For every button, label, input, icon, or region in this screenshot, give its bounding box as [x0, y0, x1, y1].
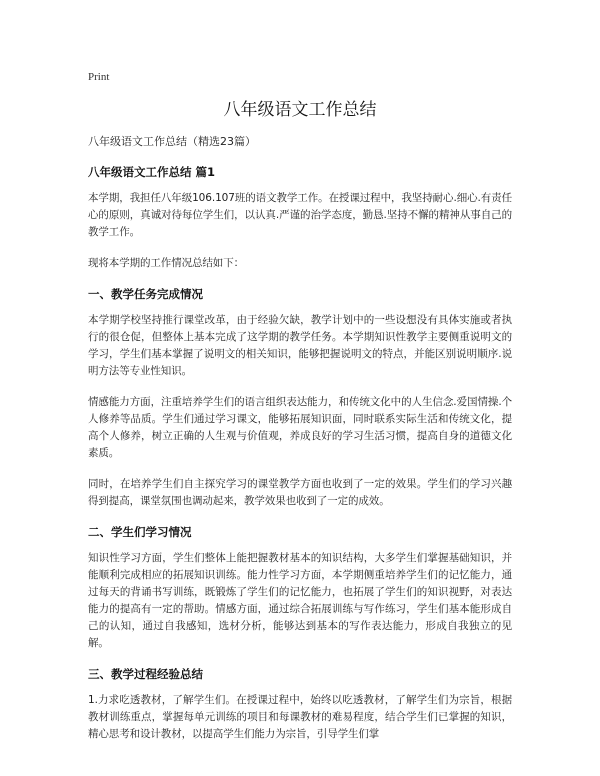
document-subtitle: 八年级语文工作总结（精选23篇）	[88, 135, 256, 148]
paragraph-task-1: 本学期学校坚持推行课堂改革，由于经验欠缺，教学计划中的一些设想没有具体实施或者执行的很仓促，但整体上基本完成了这学期的教学任务。本学期知识性教学主要侧重说明文的学习，学生们基本掌握了说明文的相关知识，能够把握说明文的特点，并能区别说明顺序.说明方法等专业性知识。	[88, 314, 512, 377]
paragraph-experience-1: 1.力求吃透教材，了解学生们。在授课过程中，始终以吃透教材，了解学生们为宗旨，根据教材训练重点，掌握每单元训练的项目和每课教材的难易程度，结合学生们已掌握的知识，精心思考和设计教材，以提高学生们能力为宗旨，引导学生们掌	[88, 694, 512, 740]
heading-student-learning: 二、学生们学习情况	[88, 525, 192, 539]
heading-task-completion: 一、教学任务完成情况	[88, 287, 203, 301]
paragraph-task-2: 情感能力方面，注重培养学生们的语言组织表达能力，和传统文化中的人生信念.爱国情操.个人修养等品质。学生们通过学习课文，能够拓展知识面，同时联系实际生活和传统文化，提高个人修养，树立正确的人生观与价值观，养成良好的学习生活习惯，提高自身的道德文化素质。	[88, 396, 512, 459]
heading-experience-summary: 三、教学过程经验总结	[88, 667, 203, 681]
document-title: 八年级语文工作总结	[223, 100, 377, 120]
summary-line: 现将本学期的工作情况总结如下：	[88, 257, 244, 269]
section-title: 八年级语文工作总结 篇1	[88, 165, 216, 179]
print-label: Print	[88, 71, 110, 83]
intro-paragraph: 本学期，我担任八年级106.107班的语文教学工作。在授课过程中，我坚持耐心.细心.有责任心的原则，真诚对待每位学生们，以认真.严谨的治学态度，勤恳.坚持不懈的精神从事自己的教学工作。	[88, 192, 512, 238]
paragraph-student-1: 知识性学习方面，学生们整体上能把握教材基本的知识结构，大多学生们掌握基础知识，并能顺利完成相应的拓展知识训练。能力性学习方面，本学期侧重培养学生们的记忆能力，通过每天的背诵书写训练，既锻炼了学生们的记忆能力，也拓展了学生们的知识视野，对表达能力的提高有一定的帮助。情感方面，通过综合拓展训练与写作练习，学生们基本能形成自己的认知，通过自我感知，选材分析，能够达到基本的写作表达能力，形成自我独立的见解。	[88, 552, 512, 649]
document-body	[88, 98, 512, 743]
paragraph-task-3: 同时，在培养学生们自主探究学习的课堂教学方面也收到了一定的效果。学生们的学习兴趣得到提高，课堂氛围也调动起来，教学效果也收到了一定的成效。	[88, 478, 512, 507]
